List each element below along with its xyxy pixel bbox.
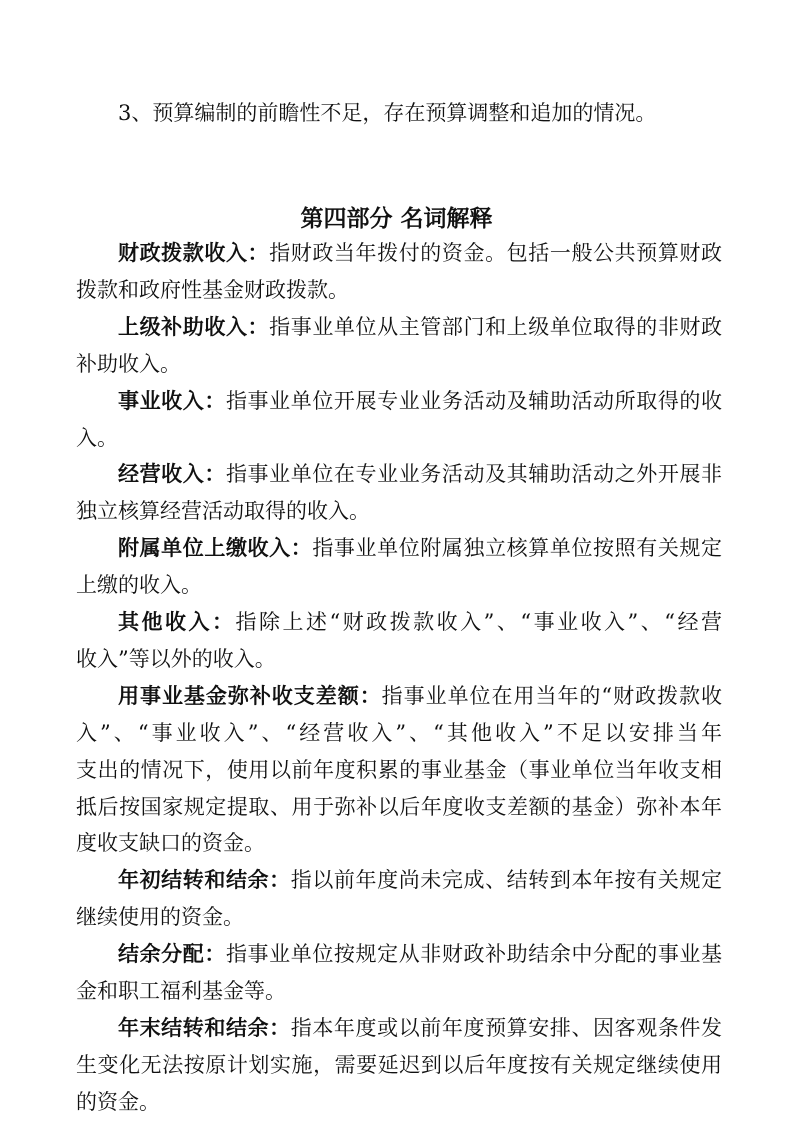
glossary-line xyxy=(118,609,722,635)
glossary-definition: 的资金。 xyxy=(76,1089,160,1114)
glossary-line xyxy=(76,794,722,820)
glossary-line xyxy=(118,867,722,893)
glossary-definition: 指事业单位在专业业务活动及其辅助活动之外开展非 xyxy=(225,462,723,487)
glossary-term: 财政拨款收入： xyxy=(118,241,270,265)
glossary-definition: 支出的情况下，使用以前年度积累的事业基金（事业单位当年收支相 xyxy=(76,757,722,782)
glossary-definition: 入。 xyxy=(76,425,118,450)
glossary-definition: 指本年度或以前年度预算安排、因客观条件发 xyxy=(290,1015,723,1040)
glossary-line xyxy=(118,941,722,967)
glossary-term: 结余分配： xyxy=(118,942,226,967)
glossary-definition: 补助收入。 xyxy=(76,351,181,376)
glossary-line xyxy=(76,1089,722,1115)
glossary-line xyxy=(76,498,722,524)
glossary-definition: 指以前年度尚未完成、结转到本年按有关规定 xyxy=(290,868,723,893)
glossary-definition: 金和职工福利基金等。 xyxy=(76,979,286,1003)
glossary-line xyxy=(76,425,722,451)
glossary-line xyxy=(118,1015,722,1041)
glossary-term: 其他收入： xyxy=(118,610,236,634)
glossary-definition: 指事业单位附属独立核算单位按照有关规定 xyxy=(312,536,723,561)
glossary-line xyxy=(76,1052,722,1078)
glossary-term: 年初结转和结余： xyxy=(118,868,291,893)
glossary-definition: 上缴的收入。 xyxy=(76,573,202,598)
glossary-definition: 指事业单位按规定从非财政补助结余中分配的事业基 xyxy=(225,942,723,967)
glossary-term: 附属单位上缴收入： xyxy=(118,536,313,561)
glossary-definition: 指除上述“财政拨款收入”、“事业收入”、“经营 xyxy=(235,610,722,634)
glossary-term: 上级补助收入： xyxy=(118,314,270,339)
glossary-term: 事业收入： xyxy=(118,388,226,413)
glossary-line xyxy=(76,646,722,672)
glossary-term: 年末结转和结余： xyxy=(118,1015,291,1040)
glossary-definition: 生变化无法按原计划实施，需要延迟到以后年度按有关规定继续使用 xyxy=(76,1052,722,1077)
glossary-definition: 指事业单位从主管部门和上级单位取得的非财政 xyxy=(269,314,723,339)
glossary-line xyxy=(118,314,722,340)
glossary-line xyxy=(76,830,722,856)
glossary-line xyxy=(76,720,722,746)
glossary-term: 经营收入： xyxy=(118,462,226,487)
glossary-definition: 拨款和政府性基金财政拨款。 xyxy=(76,277,349,302)
glossary-definition: 独立核算经营活动取得的收入。 xyxy=(76,499,370,524)
glossary-definition: 入”、“事业收入”、“经营收入”、“其他收入”不足以安排当年 xyxy=(76,720,722,745)
glossary-line xyxy=(118,240,722,266)
glossary-definition: 抵后按国家规定提取、用于弥补以后年度收支差额的基金）弥补本年 xyxy=(76,794,722,819)
glossary-definition: 继续使用的资金。 xyxy=(76,905,244,930)
glossary-line xyxy=(76,351,722,377)
glossary-line xyxy=(76,978,722,1004)
glossary-line xyxy=(118,461,722,487)
glossary-line xyxy=(76,904,722,930)
glossary-definition: 指事业单位在用当年的“财政拨款收 xyxy=(381,683,722,708)
glossary-line xyxy=(76,277,722,303)
glossary-line xyxy=(76,572,722,598)
glossary-definition: 指事业单位开展专业业务活动及辅助活动所取得的收 xyxy=(225,388,723,413)
glossary-line xyxy=(118,388,722,414)
glossary-definition: 收入”等以外的收入。 xyxy=(76,646,276,671)
section-title: 第四部分 名词解释 xyxy=(300,206,493,232)
glossary-line xyxy=(118,535,722,561)
glossary-definition: 度收支缺口的资金。 xyxy=(76,831,265,856)
glossary-term: 用事业基金弥补收支差额： xyxy=(118,683,382,708)
glossary-line xyxy=(76,757,722,783)
glossary-line xyxy=(118,683,722,709)
intro-item: 3、预算编制的前瞻性不足，存在预算调整和追加的情况。 xyxy=(118,101,657,125)
glossary-definition: 指财政当年拨付的资金。包括一般公共预算财政 xyxy=(269,241,723,265)
